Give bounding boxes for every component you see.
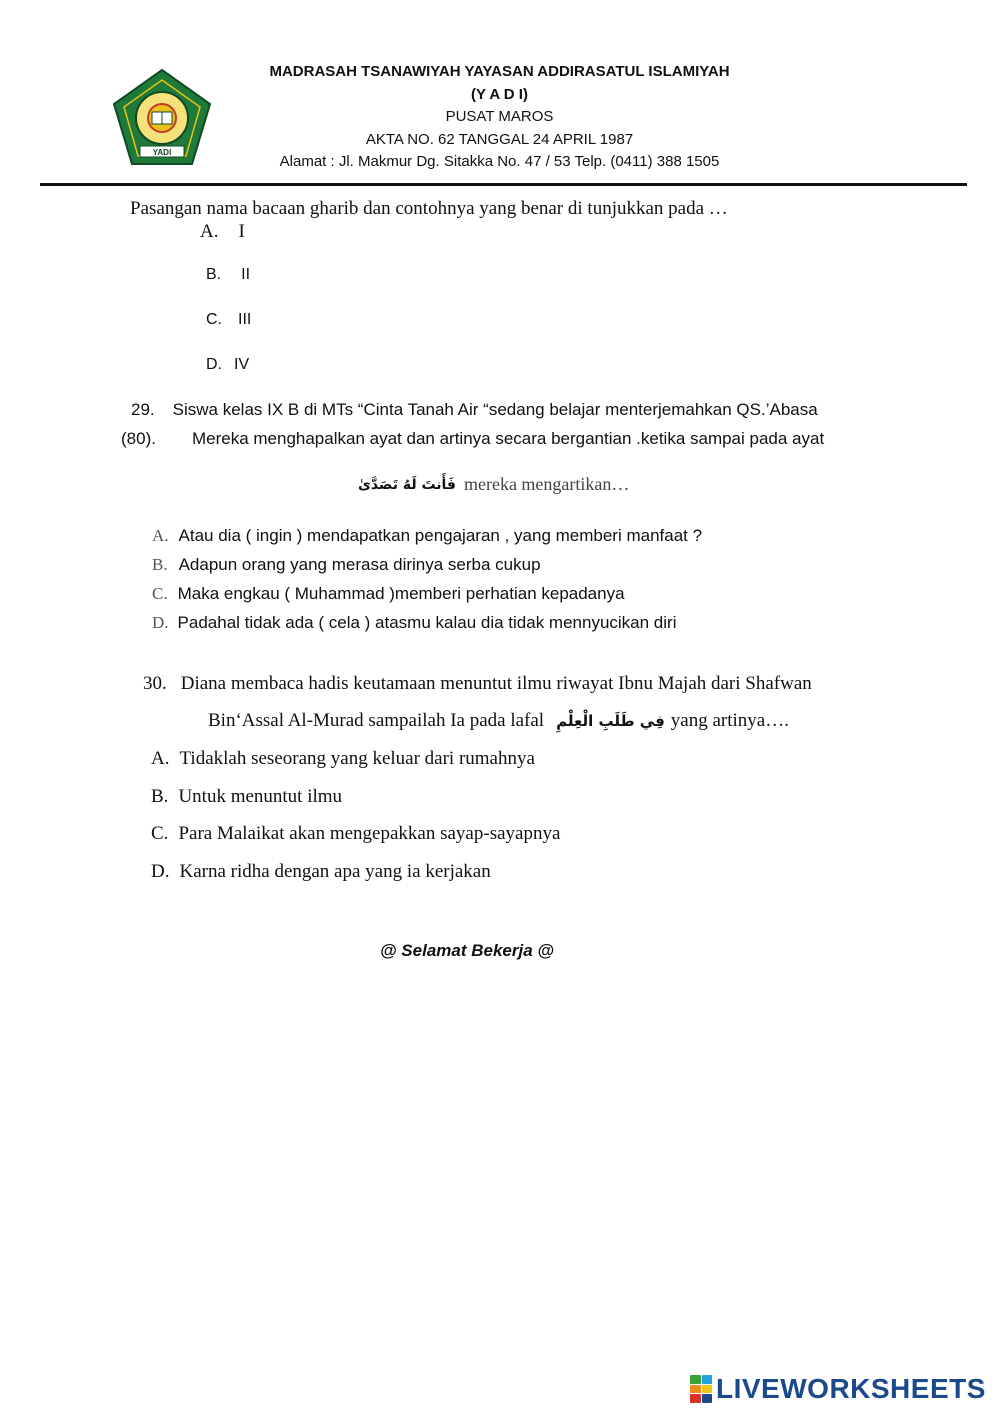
q29-option-c: C. Maka engkau ( Muhammad )memberi perhatian kepadanya [152,584,625,603]
q29-arabic: فَأَنتَ لَهُ تَصَدَّىٰ [358,476,456,493]
institution-address: Alamat : Jl. Makmur Dg. Sitakka No. 47 / 53 Telp. (0411) 388 1505 [279,153,720,170]
q30-number: 30. [143,673,167,694]
q30-line2: Bin‘Assal Al-Murad sampailah Ia pada lafal فِي طَلَبِ الْعِلْمِ yang artinya…. [208,710,789,731]
q29-line1: 29. Siswa kelas IX B di MTs “Cinta Tanah Air “sedang belajar menterjemahkan QS.’Abasa [131,400,818,419]
q30-option-c: C. Para Malaikat akan mengepakkan sayap-sayapnya [151,823,561,844]
q28-option-b: B. II [206,266,251,283]
q30-option-a: A. Tidaklah seseorang yang keluar dari rumahnya [151,748,535,769]
header-divider [40,183,967,186]
liveworksheets-icon [690,1375,712,1403]
institution-akta: AKTA NO. 62 TANGGAL 24 APRIL 1987 [365,131,634,148]
q30-option-d: D. Karna ridha dengan apa yang ia kerjakan [151,861,491,882]
q28-option-a: A. I [200,221,245,242]
q28-option-d: D. IV [206,356,250,373]
logo-text: YADI [152,148,172,157]
q29-number: 29. [131,400,155,419]
q29-ayat-line: فَأَنتَ لَهُ تَصَدَّىٰ mereka mengartikan… [358,474,630,494]
q28-option-c: C. III [206,311,252,328]
liveworksheets-brand: LIVEWORKSHEETS [716,1373,986,1404]
institution-name: MADRASAH TSANAWIYAH YAYASAN ADDIRASATUL ISLAMIYAH [269,63,730,80]
q30-line1: 30. Diana membaca hadis keutamaan menuntut ilmu riwayat Ibnu Majah dari Shafwan [143,673,812,694]
q29-option-b: B. Adapun orang yang merasa dirinya serba cukup [152,555,541,574]
closing-message: @ Selamat Bekerja @ [380,941,554,960]
q29-option-d: D. Padahal tidak ada ( cela ) atasmu kalau dia tidak mennyucikan diri [152,613,677,632]
q29-option-a: A. Atau dia ( ingin ) mendapatkan pengajaran , yang memberi manfaat ? [152,526,703,545]
institution-abbrev: (Y A D I) [471,86,528,103]
liveworksheets-logo [690,1372,986,1406]
institution-location: PUSAT MAROS [445,108,554,125]
q29-line2: (80). Mereka menghapalkan ayat dan artinya secara bergantian .ketika sampai pada ayat [121,429,825,448]
q30-option-b: B. Untuk menuntut ilmu [151,786,343,807]
q30-arabic: فِي طَلَبِ الْعِلْمِ [556,712,665,730]
q28-stem: Pasangan nama bacaan gharib dan contohnya yang benar di tunjukkan pada … [130,198,728,219]
